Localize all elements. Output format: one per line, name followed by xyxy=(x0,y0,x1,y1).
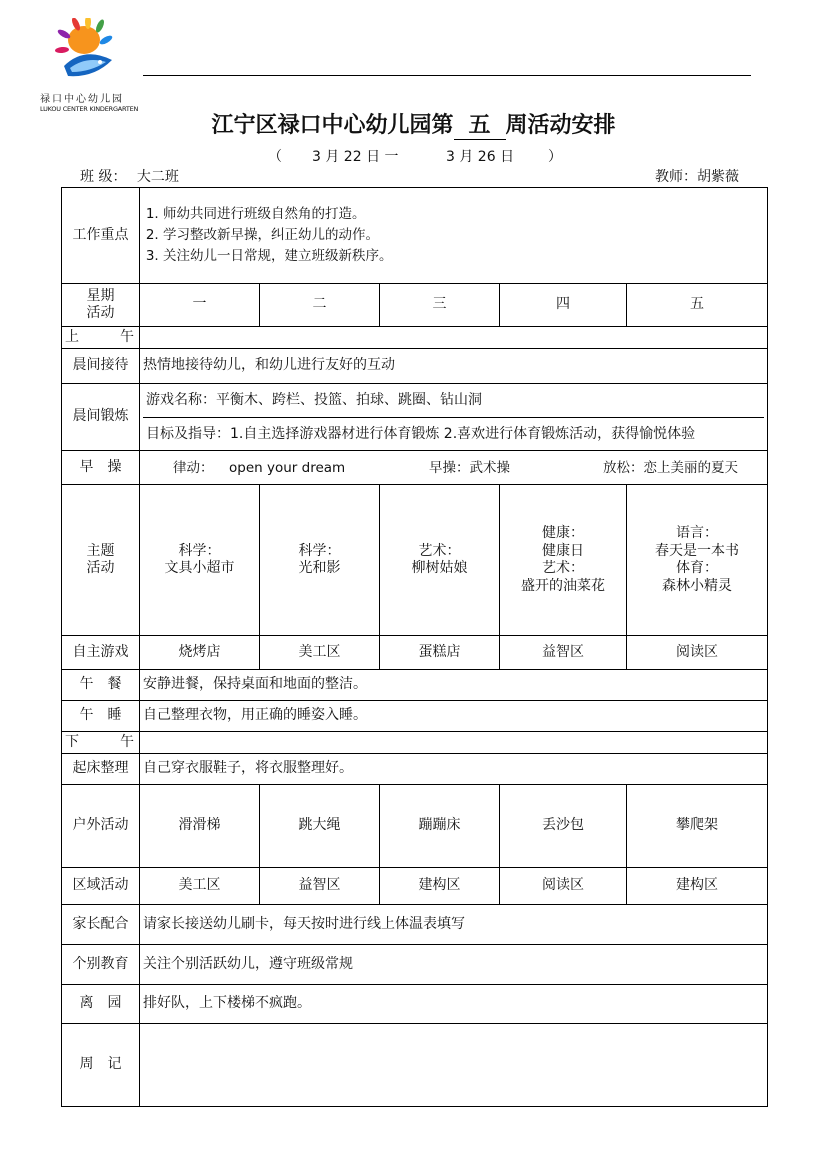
drill-relax: 放松：恋上美丽的夏天 xyxy=(603,459,738,476)
day-tuesday: 二 xyxy=(260,284,380,327)
reception-text: 热情地接待幼儿，和幼儿进行友好的互动 xyxy=(140,349,768,384)
leave-text: 排好队，上下楼梯不疯跑。 xyxy=(140,985,768,1024)
date-open-paren: （ xyxy=(268,149,282,165)
exercise-games: 游戏名称：平衡木、跨栏、投篮、拍球、跳圈、钻山洞 xyxy=(143,384,764,418)
theme-wednesday xyxy=(380,485,500,636)
theme-row xyxy=(62,485,768,636)
free-play-label: 自主游戏 xyxy=(62,636,140,670)
area-cell: 建构区 xyxy=(380,868,500,905)
afternoon-section-empty xyxy=(140,732,768,754)
page-title xyxy=(0,108,827,140)
outdoor-cell: 跳大绳 xyxy=(260,785,380,868)
drill-morning-exercise: 早操：武术操 xyxy=(429,459,510,476)
teacher-name: 教师：胡紫薇 xyxy=(655,169,739,185)
leave-label: 离 园 xyxy=(62,985,140,1024)
kindergarten-logo xyxy=(40,18,144,113)
title-suffix: 周活动安排 xyxy=(505,112,616,138)
work-focus-label: 工作重点 xyxy=(62,188,140,284)
drill-content xyxy=(140,451,768,485)
nap-row xyxy=(62,701,768,732)
lunch-row xyxy=(62,670,768,701)
area-cell: 益智区 xyxy=(260,868,380,905)
morning-right: 午 xyxy=(120,328,134,345)
date-start: 3 月 22 日 一 xyxy=(312,149,399,165)
morning-section-label xyxy=(62,327,140,349)
class-info xyxy=(80,166,179,186)
individual-text: 关注个别活跃幼儿，遵守班级常规 xyxy=(140,945,768,985)
outdoor-cell: 蹦蹦床 xyxy=(380,785,500,868)
parents-label: 家长配合 xyxy=(62,905,140,945)
theme-label-2: 活动 xyxy=(86,560,115,576)
area-row xyxy=(62,868,768,905)
drill-rhythm-label: 律动： xyxy=(173,459,214,476)
theme-label-1: 主题 xyxy=(86,542,115,559)
free-play-cell: 益智区 xyxy=(500,636,627,670)
free-play-cell: 美工区 xyxy=(260,636,380,670)
theme-thursday xyxy=(500,485,627,636)
leave-row xyxy=(62,985,768,1024)
work-focus-content xyxy=(140,188,768,284)
free-play-cell: 蛋糕店 xyxy=(380,636,500,670)
theme-label xyxy=(62,485,140,636)
theme-activity: 健康日 xyxy=(542,542,584,559)
theme-activity: 光和影 xyxy=(298,560,341,576)
focus-item: 1. 师幼共同进行班级自然角的打造。 xyxy=(163,204,764,225)
weekday-header-row xyxy=(62,284,768,327)
theme-friday xyxy=(627,485,768,636)
afternoon-section-label xyxy=(62,732,140,754)
day-friday: 五 xyxy=(627,284,768,327)
focus-item: 3. 关注幼儿一日常规，建立班级新秩序。 xyxy=(163,246,764,267)
week-number: 五 xyxy=(454,108,506,140)
theme-monday xyxy=(140,485,260,636)
theme-activity: 春天是一本书 xyxy=(655,542,739,559)
theme-subject: 科学： xyxy=(178,542,221,559)
logo-chinese-name: 禄口中心幼儿园 xyxy=(40,94,124,105)
weekly-notes-text[interactable] xyxy=(140,1024,768,1107)
outdoor-label: 户外活动 xyxy=(62,785,140,868)
header-rule xyxy=(143,75,751,76)
theme-tuesday xyxy=(260,485,380,636)
free-play-row xyxy=(62,636,768,670)
theme-activity: 柳树姑娘 xyxy=(411,560,468,576)
theme-subject: 艺术： xyxy=(542,560,584,576)
reception-label: 晨间接待 xyxy=(62,349,140,384)
day-wednesday: 三 xyxy=(380,284,500,327)
afternoon-section-row xyxy=(62,732,768,754)
class-value: 大二班 xyxy=(136,169,179,185)
day-monday: 一 xyxy=(140,284,260,327)
drill-row xyxy=(62,451,768,485)
morning-left: 上 xyxy=(65,328,79,345)
parents-row xyxy=(62,905,768,945)
date-end: 3 月 26 日 xyxy=(446,149,515,165)
theme-activity: 盛开的油菜花 xyxy=(521,577,605,594)
outdoor-cell: 滑滑梯 xyxy=(140,785,260,868)
free-play-cell: 阅读区 xyxy=(627,636,768,670)
schedule-table xyxy=(61,187,768,1107)
nap-text: 自己整理衣物，用正确的睡姿入睡。 xyxy=(140,701,768,732)
drill-label: 早 操 xyxy=(62,451,140,485)
free-play-cell: 烧烤店 xyxy=(140,636,260,670)
afternoon-right: 午 xyxy=(120,733,134,750)
afternoon-left: 下 xyxy=(65,733,79,750)
individual-row xyxy=(62,945,768,985)
theme-subject: 科学： xyxy=(298,542,341,559)
lunch-label: 午 餐 xyxy=(62,670,140,701)
area-label: 区域活动 xyxy=(62,868,140,905)
area-cell: 美工区 xyxy=(140,868,260,905)
date-close-paren: ） xyxy=(548,149,562,165)
theme-subject: 健康： xyxy=(542,525,584,541)
theme-subject: 艺术： xyxy=(418,542,461,559)
header-label-weekday: 星期 xyxy=(86,287,115,304)
outdoor-row xyxy=(62,785,768,868)
theme-subject: 体育： xyxy=(676,560,718,576)
theme-activity: 文具小超市 xyxy=(164,560,235,576)
wakeup-text: 自己穿衣服鞋子，将衣服整理好。 xyxy=(140,754,768,785)
area-cell: 建构区 xyxy=(627,868,768,905)
logo-english-name: LUKOU CENTER KINDERGARTEN xyxy=(40,105,139,113)
outdoor-cell: 丢沙包 xyxy=(500,785,627,868)
work-focus-row xyxy=(62,188,768,284)
work-focus-list xyxy=(143,204,764,267)
reception-row xyxy=(62,349,768,384)
focus-item: 2. 学习整改新早操，纠正幼儿的动作。 xyxy=(163,225,764,246)
weekly-notes-row xyxy=(62,1024,768,1107)
outdoor-cell: 攀爬架 xyxy=(627,785,768,868)
lunch-text: 安静进餐，保持桌面和地面的整洁。 xyxy=(140,670,768,701)
morning-exercise-row xyxy=(62,384,768,451)
morning-section-empty xyxy=(140,327,768,349)
weekday-header-label xyxy=(62,284,140,327)
wakeup-row xyxy=(62,754,768,785)
exercise-goals: 目标及指导：1.自主选择游戏器材进行体育锻炼 2.喜欢进行体育锻炼活动，获得愉悦体验 xyxy=(146,426,696,442)
class-label: 班 级： xyxy=(80,169,127,185)
title-prefix: 江宁区禄口中心幼儿园第 xyxy=(211,112,454,138)
drill-rhythm-value: open your dream xyxy=(229,459,346,476)
nap-label: 午 睡 xyxy=(62,701,140,732)
wakeup-label: 起床整理 xyxy=(62,754,140,785)
morning-section-row xyxy=(62,327,768,349)
theme-subject: 语言： xyxy=(676,525,718,541)
individual-label: 个别教育 xyxy=(62,945,140,985)
morning-exercise-content xyxy=(140,384,768,451)
parents-text: 请家长接送幼儿刷卡，每天按时进行线上体温表填写 xyxy=(140,905,768,945)
day-thursday: 四 xyxy=(500,284,627,327)
header-label-activity: 活动 xyxy=(86,305,115,321)
morning-exercise-label: 晨间锻炼 xyxy=(62,384,140,451)
weekly-notes-label: 周 记 xyxy=(62,1024,140,1107)
sun-fish-logo-icon xyxy=(54,18,118,88)
area-cell: 阅读区 xyxy=(500,868,627,905)
theme-activity: 森林小精灵 xyxy=(662,577,732,594)
